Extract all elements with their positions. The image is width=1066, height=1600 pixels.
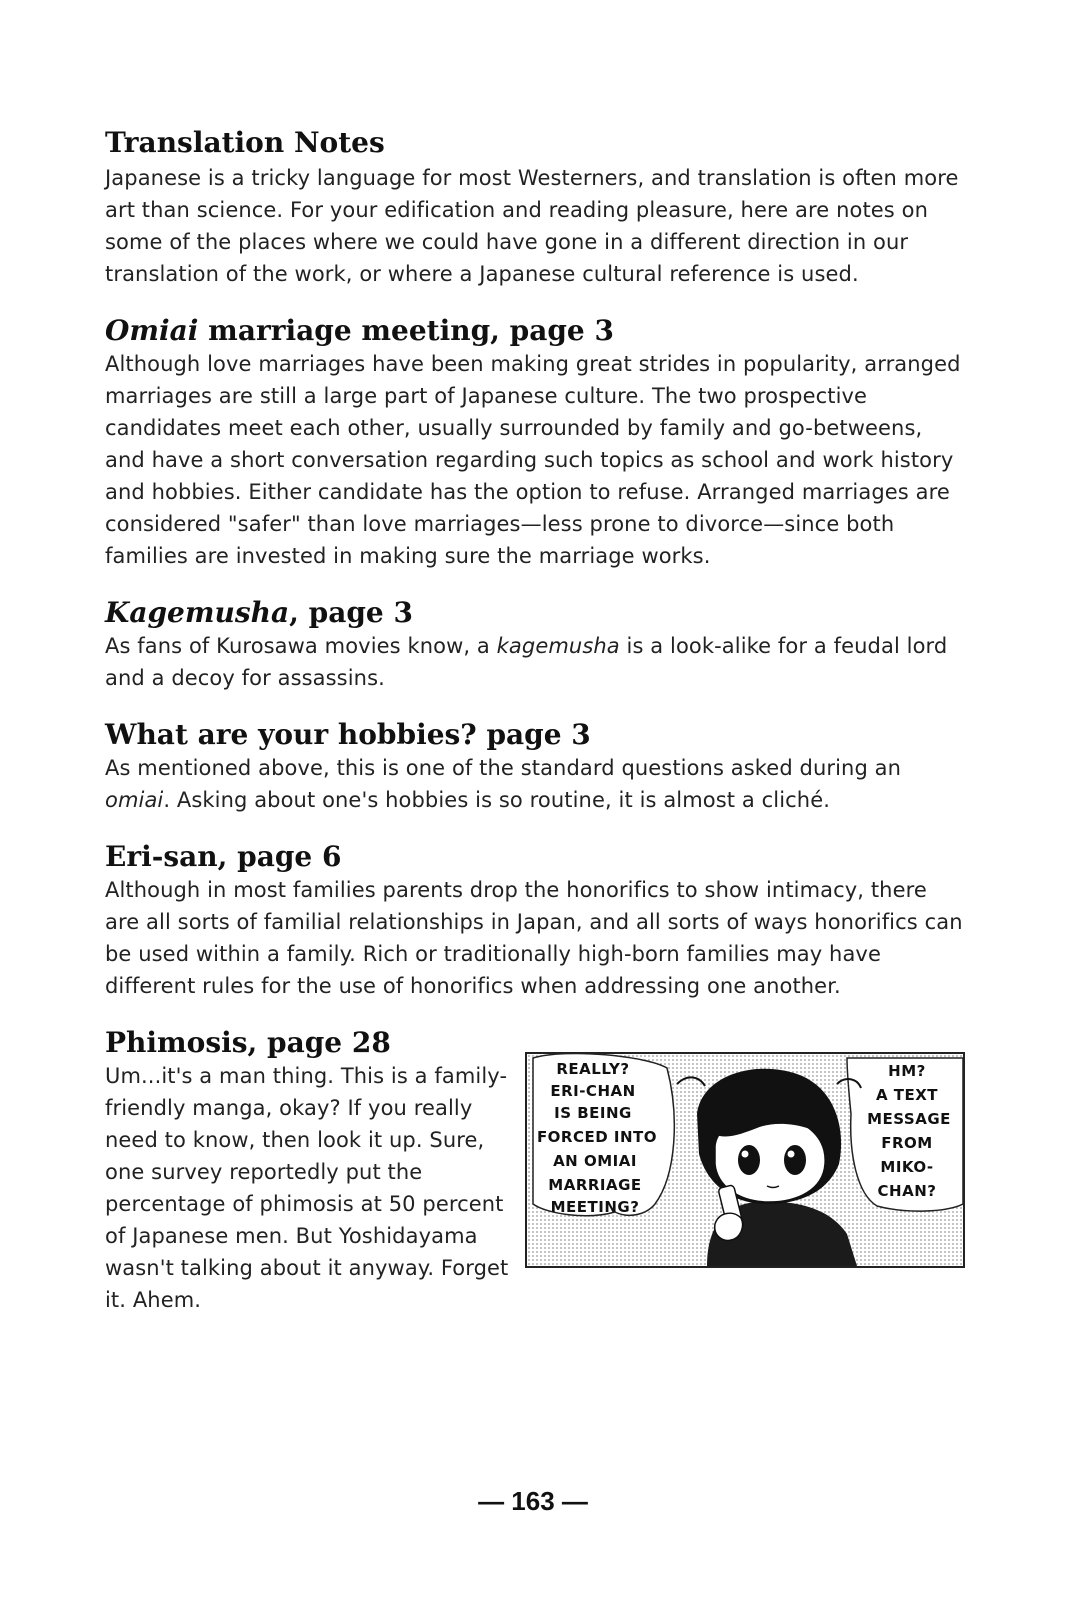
note-eri-san bbox=[105, 840, 965, 1002]
note-heading-rest: marriage meeting, page 3 bbox=[198, 314, 614, 347]
text-run: is a look-alike for a feudal lord and a decoy for assassins. bbox=[105, 634, 948, 690]
page-number: — 163 — bbox=[478, 1486, 588, 1516]
italic-term: kagemusha bbox=[496, 634, 620, 658]
text-run: . Asking about one's hobbies is so routine, it is almost a cliché. bbox=[163, 788, 830, 812]
bubble-line: REALLY? bbox=[556, 1060, 630, 1078]
bubble-line: IS BEING bbox=[554, 1104, 632, 1122]
note-heading-italic: Omiai bbox=[105, 314, 199, 347]
note-heading: What are your hobbies? page 3 bbox=[105, 718, 591, 751]
note-paragraph bbox=[105, 752, 965, 816]
note-kagemusha bbox=[105, 596, 965, 694]
note-paragraph bbox=[105, 630, 965, 694]
manga-panel-illustration bbox=[525, 1052, 965, 1268]
note-paragraph: Although in most families parents drop the honorifics to show intimacy, there are all sorts of familial relationships in Japan, and all sorts of ways honorifics can be used within a family. Rich or traditionally high-born families may have different rules for the use of honorifics when addressing one another. bbox=[105, 878, 963, 998]
text-run: As mentioned above, this is one of the standard questions asked during an bbox=[105, 756, 902, 780]
note-heading: Eri-san, page 6 bbox=[105, 840, 342, 873]
note-paragraph: Although love marriages have been making great strides in popularity, arranged marriages are still a large part of Japanese culture. The two prospective candidates meet each other, usually surrounded by family and go-betweens, and have a short conversation regarding such topics as school and work history and hobbies. Either candidate has the option to refuse. Arranged marriages are considered "safer" than love marriages—less prone to divorce—since both families are invested in making sure the marriage works. bbox=[105, 352, 961, 568]
bubble-line: AN OMIAI bbox=[553, 1152, 637, 1170]
translation-notes-page bbox=[105, 126, 965, 1340]
note-heading-italic: Kagemusha bbox=[105, 596, 290, 629]
intro-paragraph: Japanese is a tricky language for most Westerners, and translation is often more art than science. For your edification and reading pleasure, here are notes on some of the places where we could have gone in a different direction in our translation of the work, or where a Japanese cultural reference is used. bbox=[105, 166, 959, 286]
bubble-line: FORCED INTO bbox=[536, 1128, 658, 1146]
bubble-line: MESSAGE bbox=[867, 1110, 951, 1128]
note-phimosis bbox=[105, 1026, 965, 1316]
bubble-line: HM? bbox=[888, 1062, 926, 1080]
text-run: As fans of Kurosawa movies know, a bbox=[105, 634, 497, 658]
bubble-line: CHAN? bbox=[877, 1182, 937, 1200]
bubble-line: ERI-CHAN bbox=[550, 1082, 636, 1100]
manga-panel-art bbox=[527, 1054, 963, 1266]
bubble-line: MIKO- bbox=[880, 1158, 934, 1176]
bubble-line: FROM bbox=[881, 1134, 933, 1152]
intro-section bbox=[105, 126, 965, 290]
note-omiai bbox=[105, 314, 965, 572]
note-paragraph: Um...it's a man thing. This is a family-friendly manga, okay? If you really need to know, then look it up. Sure, one survey reportedly put the percentage of phimosis at 50 percent of Japanese men. But Yoshidayama wasn't talking about it anyway. Forget it. Ahem. bbox=[105, 1064, 509, 1312]
bubble-line: MARRIAGE bbox=[548, 1176, 642, 1194]
note-heading bbox=[105, 596, 965, 630]
note-heading bbox=[105, 314, 965, 348]
section-heading: Translation Notes bbox=[105, 126, 385, 159]
note-hobbies bbox=[105, 718, 965, 816]
bubble-line: MEETING? bbox=[550, 1198, 640, 1216]
note-heading-rest: , page 3 bbox=[289, 596, 413, 629]
bubble-line: A TEXT bbox=[875, 1086, 939, 1104]
italic-term: omiai bbox=[105, 788, 164, 812]
note-heading: Phimosis, page 28 bbox=[105, 1026, 391, 1059]
